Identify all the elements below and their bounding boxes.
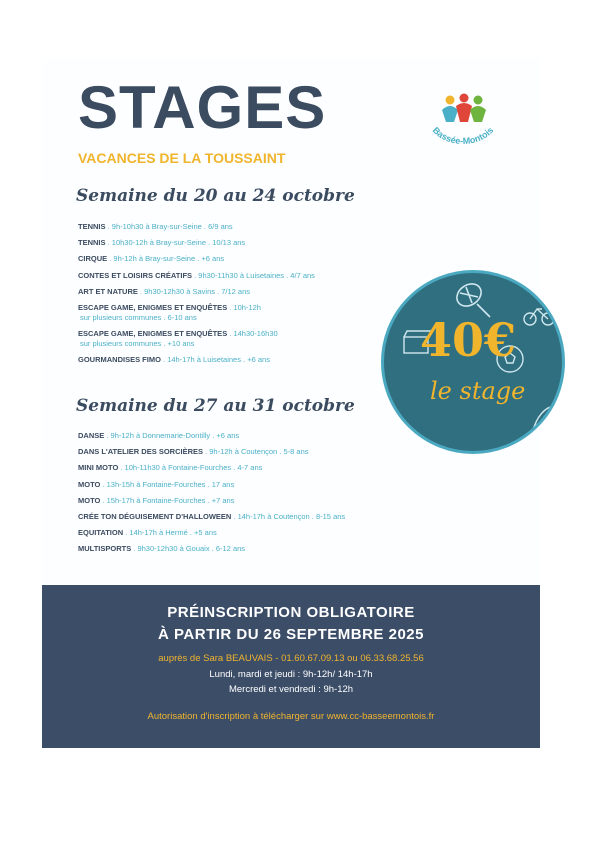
activity-item xyxy=(78,271,418,281)
activity-name: CIRQUE xyxy=(78,254,108,264)
activity-item xyxy=(78,238,418,248)
activity-name: TENNIS xyxy=(78,238,106,248)
activity-detail: . 9h-12h à Coutençon . 5-8 ans xyxy=(203,447,309,457)
activity-name: CONTES ET LOISIRS CRÉATIFS xyxy=(78,270,193,280)
activity-detail: . 14h-17h à Luisetaines . +6 ans xyxy=(160,355,270,365)
activity-detail: . 10h-12h xyxy=(227,302,261,312)
activity-item xyxy=(78,355,418,365)
logo-text: Bassée-Montois xyxy=(430,125,496,147)
activity-detail: . 9h30-12h30 à Gouaix . 6-12 ans xyxy=(131,544,246,554)
page-title: STAGES xyxy=(78,74,327,141)
price-label: le stage xyxy=(430,377,526,405)
activity-detail: . 14h-17h à Hermé . +5 ans xyxy=(123,528,217,538)
price-badge xyxy=(381,270,565,454)
activity-item xyxy=(78,431,418,441)
svg-text:Bassée-Montois xyxy=(431,125,496,146)
tennis-racket-icon xyxy=(453,279,490,317)
activity-detail: . 9h30-11h30 à Luisetaines . 4/7 ans xyxy=(192,270,315,280)
registration-banner xyxy=(42,585,540,748)
activity-detail: . 15h-17h à Fontaine-Fourches . +7 ans xyxy=(100,495,235,505)
activity-item xyxy=(78,447,418,457)
activity-detail: . 10h-11h30 à Fontaine-Fourches . 4-7 ans xyxy=(118,463,263,473)
activity-name: DANSE xyxy=(78,431,105,440)
activity-detail: . 13h-15h à Fontaine-Fourches . 17 ans xyxy=(100,479,235,489)
activity-detail: . 14h30-16h30 xyxy=(227,329,278,339)
activity-extra: sur plusieurs communes . 6-10 ans xyxy=(80,312,197,322)
banner-headline-1: PRÉINSCRIPTION OBLIGATOIRE xyxy=(167,604,415,621)
page-subtitle: VACANCES DE LA TOUSSAINT xyxy=(78,150,286,166)
contact-info: auprès de Sara BEAUVAIS - 01.60.67.09.13 ou 06.33.68.25.56 xyxy=(158,653,424,664)
activity-name: DANS L'ATELIER DES SORCIÈRES xyxy=(78,447,203,457)
price-amount: 40€ xyxy=(420,313,517,367)
activity-item xyxy=(78,480,418,490)
activity-detail: . 10h30-12h à Bray-sur-Seine . 10/13 ans xyxy=(105,238,246,248)
activity-item xyxy=(78,329,418,349)
activity-item xyxy=(78,528,418,538)
activity-name: MOTO xyxy=(78,479,101,489)
activity-item xyxy=(78,287,418,297)
activity-name: CRÉE TON DÉGUISEMENT D'HALLOWEEN xyxy=(78,511,232,521)
week2-title: Semaine du 27 au 31 octobre xyxy=(76,396,355,416)
activity-item xyxy=(78,303,418,323)
activity-item xyxy=(78,222,418,232)
activity-name: GOURMANDISES FIMO xyxy=(78,355,161,365)
banner-headline-2: À PARTIR DU 26 SEPTEMBRE 2025 xyxy=(158,626,424,643)
activity-name: MINI MOTO xyxy=(78,463,119,473)
activity-item xyxy=(78,496,418,506)
week2-activity-list xyxy=(78,431,418,561)
activity-name: MOTO xyxy=(78,495,101,505)
people-logo-icon xyxy=(420,88,506,148)
activity-detail: . 14h-17h à Coutençon . 8-15 ans xyxy=(231,511,346,521)
activity-name: TENNIS xyxy=(78,222,106,231)
activity-name: MULTISPORTS xyxy=(78,544,132,554)
activity-detail: . 9h-10h30 à Bray-sur-Seine . 6/9 ans xyxy=(105,222,233,231)
hours-wed-fri: Mercredi et vendredi : 9h-12h xyxy=(228,684,354,695)
leaf-icon xyxy=(534,405,560,427)
activity-name: EQUITATION xyxy=(78,528,124,538)
activity-item xyxy=(78,463,418,473)
bicycle-icon xyxy=(524,309,554,325)
activity-detail: . 9h-12h à Bray-sur-Seine . +6 ans xyxy=(107,254,225,264)
week1-title: Semaine du 20 au 24 octobre xyxy=(76,186,355,206)
activity-name: ESCAPE GAME, ENIGMES ET ENQUÊTES xyxy=(78,302,228,312)
activity-item xyxy=(78,254,418,264)
activity-detail: . 9h-12h à Donnemarie-Dontilly . +6 ans xyxy=(104,431,240,440)
week1-activity-list xyxy=(78,222,418,372)
activity-name: ART ET NATURE xyxy=(78,286,138,296)
authorization-link[interactable]: Autorisation d'inscription à télécharger sur www.cc-basseemontois.fr xyxy=(147,711,435,722)
activity-detail: . 9h30-12h30 à Savins . 7/12 ans xyxy=(137,286,251,296)
activity-extra: sur plusieurs communes . +10 ans xyxy=(80,339,195,349)
hours-weekdays: Lundi, mardi et jeudi : 9h-12h/ 14h-17h xyxy=(209,669,373,680)
activity-item xyxy=(78,512,418,522)
activity-item xyxy=(78,544,418,554)
activity-name: ESCAPE GAME, ENIGMES ET ENQUÊTES xyxy=(78,329,228,339)
